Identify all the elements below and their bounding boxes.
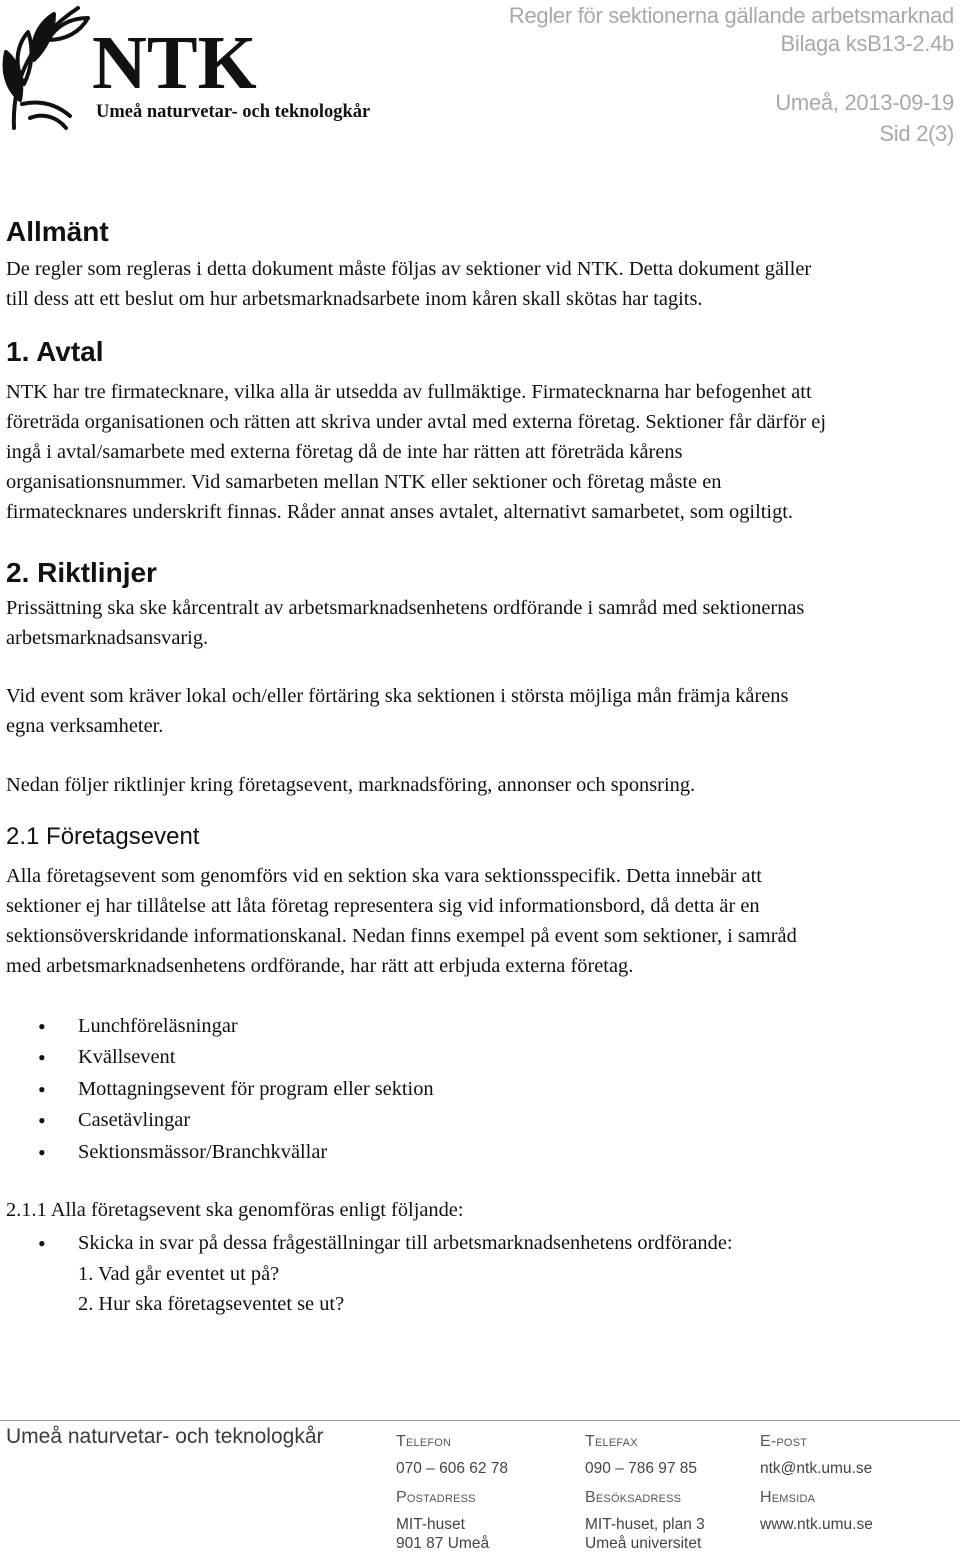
bullet-icon: • (38, 1108, 46, 1134)
rule-heading: 2.1.1 Alla företagsevent ska genomföras enligt följande: (6, 1199, 464, 1221)
text-line: med arbetsmarknadsenhetens ordförande, har rätt att erbjuda externa företag. (6, 955, 634, 977)
footer-postal-label: Postadress (396, 1489, 476, 1506)
list-item (0, 1042, 434, 1073)
footer-phone (396, 1432, 576, 1478)
list-item (0, 1011, 434, 1042)
logo-subtitle: Umeå naturvetar- och teknologkår (96, 102, 371, 122)
document-title: Regler för sektionerna gällande arbetsmarknad (508, 3, 954, 28)
footer-phone-label: Telefon (396, 1433, 452, 1450)
bullet-icon: • (38, 1231, 46, 1256)
text-line: Prissättning ska ske kårcentralt av arbetsmarknadsenhetens ordförande i samråd med sektionernas (6, 597, 805, 619)
text-line: Vid event som kräver lokal och/eller förtäring ska sektionen i största möjliga mån främja kårens (6, 685, 789, 707)
attachment-ref: Bilaga ksB13-2.4b (780, 31, 954, 56)
list-item-label: Kvällsevent (78, 1046, 176, 1069)
footer-email-label: E-post (760, 1433, 808, 1450)
footer-visit-line-2: Umeå universitet (585, 1535, 702, 1552)
footer-web-label: Hemsida (760, 1489, 816, 1506)
list-item-label: Skicka in svar på dessa frågeställningar till arbetsmarknadsenhetens ordförande: (78, 1232, 733, 1254)
text-line: sektionsöverskridande informationskanal. Nedan finns exempel på event som sektioner, i samråd (6, 925, 797, 947)
list-item (0, 1228, 733, 1259)
bullet-icon: • (38, 1139, 46, 1165)
text-line: arbetsmarknadsansvarig. (6, 627, 209, 649)
page-number: Sid 2(3) (879, 121, 954, 146)
text-line: egna verksamheter. (6, 715, 164, 737)
footer-fax-value: 090 – 786 97 85 (585, 1460, 698, 1477)
text-line: NTK har tre firmatecknare, vilka alla är utsedda av fullmäktige. Firmatecknarna har befogenhet att (6, 381, 812, 403)
heading-company-events: 2.1 Företagsevent (6, 823, 200, 850)
list-item (0, 1074, 434, 1105)
footer-fax-label: Telefax (585, 1433, 638, 1450)
company-events-paragraph (6, 861, 956, 981)
text-line: ingå i avtal/samarbete med externa företag då de inte har rätten att företräda kårens (6, 441, 683, 463)
footer-org: Umeå naturvetar- och teknologkår (6, 1425, 324, 1448)
text-line: De regler som regleras i detta dokument måste följas av sektioner vid NTK. Detta dokument gäller (6, 258, 812, 280)
heading-guidelines: 2. Riktlinjer (6, 557, 157, 588)
footer-visit (585, 1488, 755, 1552)
text-line: företräda organisationen och rätten att skriva under avtal med externa företag. Sektioner får därför ej (6, 411, 826, 433)
rule-list (0, 1228, 733, 1259)
place-date: Umeå, 2013-09-19 (775, 90, 954, 115)
heading-agreements: 1. Avtal (6, 336, 104, 367)
question-item: 2. Hur ska företagseventet se ut? (78, 1293, 345, 1315)
list-item-label: Lunchföreläsningar (78, 1015, 238, 1037)
footer-fax (585, 1432, 755, 1478)
general-paragraph (6, 254, 956, 314)
heading-general: Allmänt (6, 216, 109, 247)
list-item-label: Sektionsmässor/Branchkvällar (78, 1140, 328, 1163)
footer-phone-value: 070 – 606 62 78 (396, 1460, 509, 1477)
bullet-icon: • (38, 1045, 46, 1071)
guidelines-paragraph-2 (6, 681, 956, 741)
text-line: sektioner ej har tillåtelse att låta företag representera sig vid informationsbord, då detta är en (6, 895, 760, 917)
list-item (0, 1105, 434, 1136)
footer-postal-line-1: MIT-huset (396, 1516, 465, 1533)
footer-web-value[interactable]: www.ntk.umu.se (760, 1516, 873, 1533)
bullet-icon: • (38, 1014, 46, 1039)
footer-visit-label: Besöksadress (585, 1489, 682, 1506)
event-examples-list (0, 1011, 434, 1168)
footer-postal (396, 1488, 576, 1552)
leaf-emblem-icon (5, 8, 88, 128)
list-item-label: Casetävlingar (78, 1109, 191, 1132)
agreements-paragraph (6, 377, 956, 527)
text-line: Alla företagsevent som genomförs vid en sektion ska vara sektionsspecifik. Detta innebär att (6, 865, 762, 887)
footer-web (760, 1488, 955, 1534)
footer-email-value[interactable]: ntk@ntk.umu.se (760, 1460, 873, 1477)
bullet-icon: • (38, 1076, 46, 1102)
footer-visit-line-1: MIT-huset, plan 3 (585, 1516, 705, 1533)
text-line: till dess att ett beslut om hur arbetsmarknadsarbete inom kåren skall skötas har tagits. (6, 288, 703, 310)
ntk-logo (0, 0, 371, 135)
guidelines-paragraph-1 (6, 593, 956, 653)
text-line: organisationsnummer. Vid samarbeten mellan NTK eller sektioner och företag måste en (6, 471, 722, 493)
questions-list (78, 1259, 344, 1319)
guidelines-paragraph-3: Nedan följer riktlinjer kring företagsevent, marknadsföring, annonser och sponsring. (6, 774, 696, 796)
text-line: firmatecknares underskrift finnas. Råder annat anses avtalet, alternativt samarbetet, som ogiltigt. (6, 501, 794, 523)
logo-wordmark: NTK (92, 21, 257, 105)
footer-email (760, 1432, 955, 1478)
question-item: 1. Vad går eventet ut på? (78, 1263, 280, 1285)
footer-postal-line-2: 901 87 Umeå (396, 1535, 490, 1552)
list-item (0, 1137, 434, 1168)
footer-divider (0, 1420, 960, 1421)
list-item-label: Mottagningsevent för program eller sektion (78, 1077, 434, 1100)
